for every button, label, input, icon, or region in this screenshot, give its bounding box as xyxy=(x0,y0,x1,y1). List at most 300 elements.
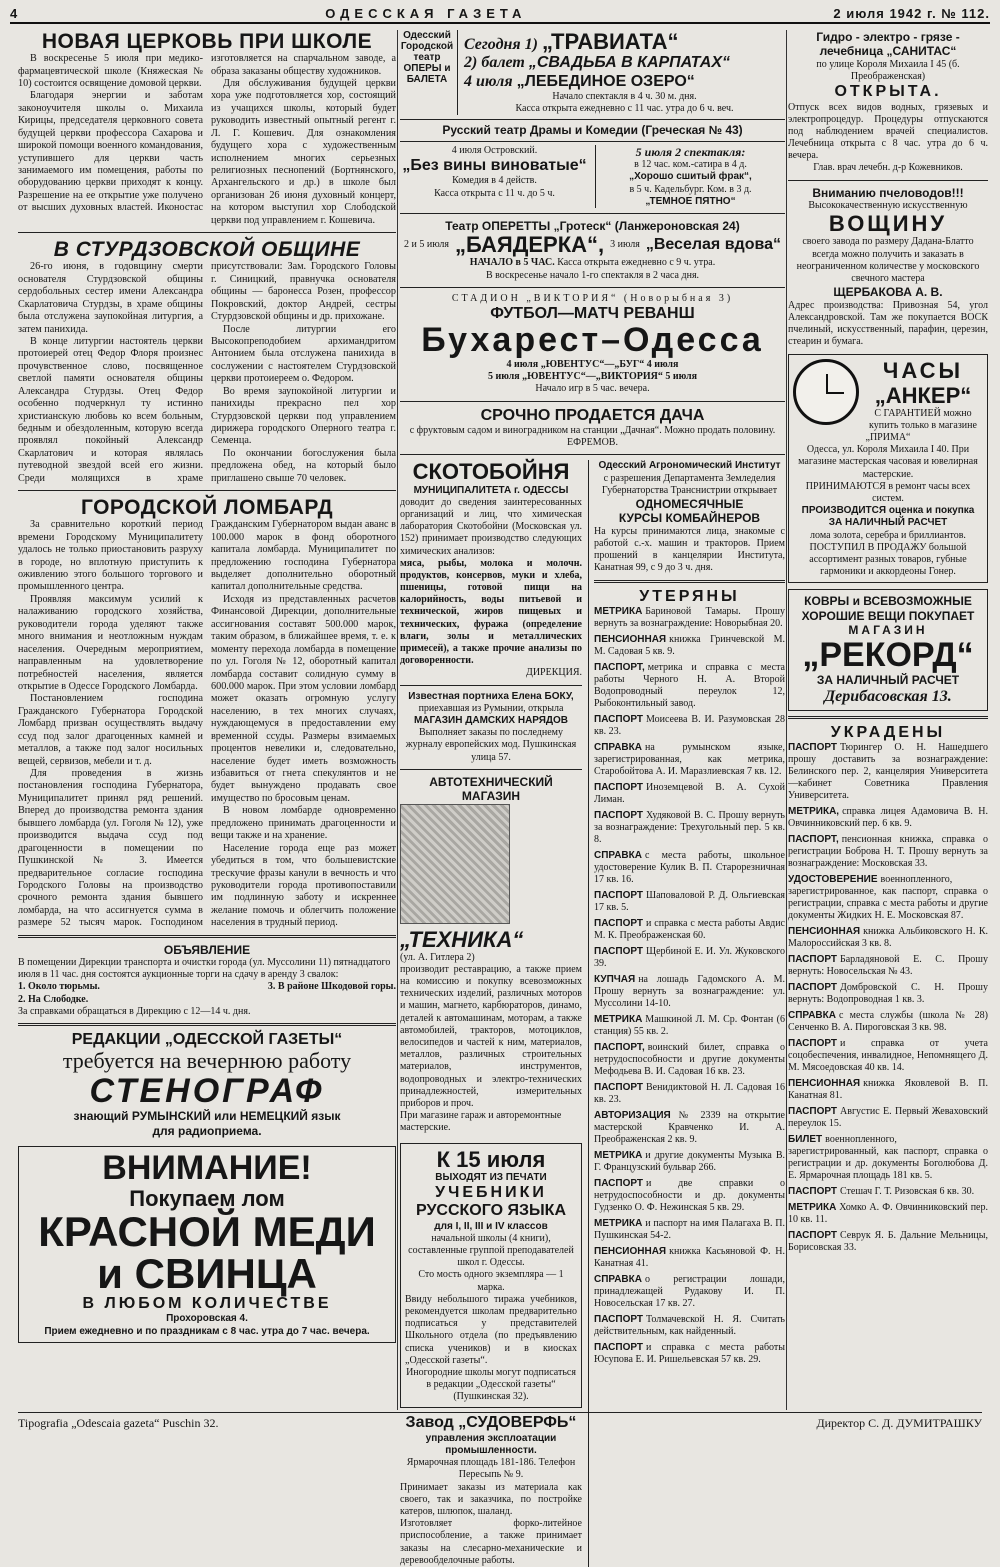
item-type: ПАСПОРТ xyxy=(594,713,643,725)
paragraph: Для проведения в жизнь постановления господина Губернатора, Муниципалитет принял ряд решений. Вперед до производства ремонта здания бывшего ломбарда (ул. Гоголя № 12), уже производится выдача ссуд под драгоценности в помещении по Пушкинской № 3. Имеется предварительное согласие господина Городского Головы на производство срочного ремонта здания бывшего ломбарда, на что ассигнуется сумма в размере 52 тысяч марок. Господином Гражданским Губернатором выдан аванс в 100.000 марок в фонд оборотного капитала ломбарда. Муниципалитет по предложению господина Губернатора выделяет дополнительно оборотный капитал дополнительные средства. xyxy=(18,519,396,929)
clock-icon xyxy=(793,359,859,425)
list-item xyxy=(594,974,785,1010)
ad-headline: РУССКОГО ЯЗЫКА xyxy=(416,1202,566,1220)
notice-text: В помещении Дирекции транспорта и очистки города (ул. Муссолини 11) пятнадцатого июля в 11 час. дня состоятся аукционные торги на сдачу в аренду 3 свалок: xyxy=(18,957,391,981)
list-item xyxy=(594,1042,785,1078)
divider xyxy=(18,1023,396,1026)
match-fixture: 4 июля „ЮВЕНТУС“—„БУГ“ 4 июля xyxy=(506,359,679,371)
column-middle xyxy=(400,29,785,1566)
list-item xyxy=(594,1342,785,1366)
ad-stenographer xyxy=(18,1031,396,1138)
ad-dacha xyxy=(400,407,785,450)
item-type: КУПЧАЯ xyxy=(594,973,636,985)
item-type: АВТОРИЗАЦИЯ xyxy=(594,1109,671,1121)
item-text: книжка Яковлевой В. П. Канатная 81. xyxy=(788,1078,988,1102)
paragraph: Во время заупокойной литургии и панихиды прекрасно пел хор Стурдзовской церкви под управлением дирижера городского Оперного театра г. Семенца. xyxy=(211,385,396,447)
ad-beekeepers xyxy=(788,186,988,349)
ad-sanitas xyxy=(788,30,988,175)
program-date: Сегодня 1) xyxy=(464,36,538,53)
list-item xyxy=(788,806,988,830)
paragraph: По окончании богослужения была предложена обед, на который было приглашено свыше 70 человек. xyxy=(211,447,396,484)
list-item xyxy=(594,1314,785,1338)
divider xyxy=(400,685,582,686)
list-item xyxy=(594,1178,785,1214)
ad-headline: УЧЕБНИКИ xyxy=(435,1183,547,1201)
list-item xyxy=(594,1246,785,1270)
paragraph: Население города еще раз может убедиться в том, что большевистские трескучие фразы канули в вечность и что руководители города противопоставили им подлинную заботу и искреннее желание помочь и облегчить положение населения в трудный период. xyxy=(211,842,396,929)
list-item xyxy=(594,714,785,738)
item-text: Машкиной Л. М. Ср. Фонтан (6 станция) 55 кв. 2. xyxy=(594,1013,785,1037)
paragraph: Для обслуживания будущей церкви хора уже подготовляется хор, состоящий из учащихся школы, который будет руководить известный опытный регент г. Л. Г. Кошевич. Для ознакомления будущего хора с художественным исполнением многих серьезных религиозных песнопений (Бортнянского, Архангельского и др.) в школе был организован 26 июня духовный концерт, на котором выступил хор Слободской церкви под управлением г. Кошевича. xyxy=(211,77,396,226)
program-date: 5 июля 2 спектакля: xyxy=(635,144,746,159)
list-item xyxy=(788,1134,988,1182)
item-text: Стешач Г. Т. Ризовская 6 кв. 30. xyxy=(840,1186,975,1198)
match-fixture: 5 июля „ЮВЕНТУС“—„ВИКТОРИЯ“ 5 июля xyxy=(487,371,698,383)
ad-address: (ул. А. Гитлера 2) xyxy=(400,951,475,963)
list-item xyxy=(788,1186,988,1198)
paragraph: Проявляя максимум усилий к налаживанию городского хозяйства, руководители города уделяют также много внимания и неотложным нуждам населения. Очередным мероприятием, направленным на удовлетворение потребностей населения, является открытие в Одессе Городского Ломбарда. xyxy=(18,593,203,692)
item-text: Иноземцевой В. А. Сухой Лиман. xyxy=(594,781,785,805)
theatre-title: Театр ОПЕРЕТТЫ „Гротеск“ (Ланжероновская 24) xyxy=(445,218,740,233)
ad-text: доводит до сведения заинтересованных организаций и лиц, что химическая лаборатория Скотобойни (Московская ул. 152) принимает производство следующих химических анализов: xyxy=(400,496,582,557)
ad-text: производит реставрацию, а также прием на комиссию и покупку всевозможных технических изделий, различных моторов и машин, магнето, карбюраторов, динамо, деталей к автомашинам, моторам, а также автомобилей, тракторов, мотоциклов, велосипедов и частей к ним, материалов, металлов, различных строительных материалов, инструментов, водопроводных и электро-технических принадлежностей, измерительных приборов и проч. xyxy=(400,963,582,1109)
ad-line: для радиоприема. xyxy=(152,1123,262,1138)
item-type: ПЕНСИОННАЯ xyxy=(788,1078,861,1090)
item-text: Августис Е. Первый Жеваховский переулок 15. xyxy=(788,1106,988,1130)
program-title: „ТЕМНОЕ ПЯТНО“ xyxy=(645,195,736,207)
item-text: и справка от учета соцобеспечения, инвалидное, Непомнящего Д. М. Мясоедовская 40 кв. 14. xyxy=(788,1038,988,1074)
item-text: Хомко А. Ф. Овчинниковский пер. 10 кв. 11. xyxy=(788,1202,988,1226)
notice-items xyxy=(18,981,396,993)
program-title: „ТРАВИАТА“ xyxy=(541,29,679,54)
ad-headline: „РЕКОРД“ xyxy=(802,635,974,674)
notice-item: 1. Около тюрьмы. xyxy=(18,981,100,993)
divider xyxy=(18,232,396,233)
ad-slaughterhouse xyxy=(400,460,582,679)
divider xyxy=(400,769,582,770)
item-text: о регистрации лошади, принадлежащей Рудакову И. П. Новосельская 17 кв. 27. xyxy=(594,1273,785,1309)
item-type: УДОСТОВЕРЕНИЕ xyxy=(788,874,878,886)
ad-hours: Прием ежедневно и по праздникам с 8 час. утра до 7 час. вечера. xyxy=(44,1325,370,1337)
list-item xyxy=(788,1078,988,1102)
item-type: ПАСПОРТ xyxy=(594,945,643,957)
divider xyxy=(18,935,396,938)
ad-line: КОВРЫ и ВСЕВОЗМОЖНЫЕ xyxy=(804,594,972,609)
list-item xyxy=(594,742,785,778)
item-type: ПАСПОРТ xyxy=(788,954,837,966)
item-type: ПАСПОРТ, xyxy=(788,834,839,846)
ad-line: МУНИЦИПАЛИТЕТА г. ОДЕССЫ xyxy=(413,484,569,496)
item-type: ПЕНСИОННАЯ xyxy=(788,926,861,938)
program-note: в 5 ч. Кадельбург. Ком. в 3 д. xyxy=(629,183,752,195)
item-type: СПРАВКА xyxy=(594,741,642,753)
page-number: 4 xyxy=(10,5,19,21)
item-type: СПРАВКА xyxy=(594,849,642,861)
ad-line: ЗА НАЛИЧНЫЙ РАСЧЕТ xyxy=(828,517,948,529)
match-teams: Бухарест–Одесса xyxy=(421,321,764,360)
ad-headline: СТЕНОГРАФ xyxy=(89,1071,325,1110)
ad-text: Отпуск всех видов водных, грязевых и электропроцедур. Процедуры отпускаются под наблюдением врачей специалистов. Лечебница открыта с 8 час. утра до 6 ч. вечера. xyxy=(788,101,988,162)
ad-text: ПОСТУПИЛ В ПРОДАЖУ большой ассортимент разных товаров, губные гармоники и аккордеоны Гонер. xyxy=(809,541,967,578)
ad-text: Ввиду небольшого тиража учебников, рекомендуется школам предварительно подписаться у представителей Школьного отдела (по предъявлению списка учеников) и в киосках „Одесской газеты“. xyxy=(405,1293,577,1366)
ad-line: АВТОТЕХНИЧЕСКИЙ МАГАЗИН xyxy=(429,774,553,804)
list-item xyxy=(788,1230,988,1254)
program-note: НАЧАЛО в 5 ЧАС. xyxy=(469,257,555,269)
stolen-documents xyxy=(788,724,988,1254)
article-sturdza xyxy=(18,238,396,485)
program-note: Касса открыта ежедневно с 11 час. утра до 6 ч. веч. xyxy=(515,103,734,115)
stadium-name: СТАДИОН „ВИКТОРИЯ“ (Новорыбная 3) xyxy=(451,292,734,304)
item-text: пенсионная книжка, справка о регистрации Боброва Н. Т. Прошу вернуть за вознаграждение: Московская 33. xyxy=(788,834,988,870)
theatre-label: Одесский Городской театр ОПЕРЫ и БАЛЕТА xyxy=(400,30,458,115)
article-lombard xyxy=(18,496,396,930)
item-text: метрика и справка с места работы Черного Н. А. Второй Водопроводный переулок 12, Рыбоконтильный завод. xyxy=(594,661,785,709)
ad-line: ЗА НАЛИЧНЫЙ РАСЧЕТ xyxy=(816,673,960,688)
director-name: Директор С. Д. ДУМИТРАШКУ xyxy=(816,1416,982,1430)
item-text: военнопленного, зарегистрированное, как паспорт, справка о регистрации, справка с места работы и другие документы Жидких Н. Е. Московская 87. xyxy=(788,874,988,922)
item-text: на румынском языке, зарегистрированная, как метрика, Старобойтова А. И. Маразлиевская 7 кв. 12. xyxy=(594,741,785,777)
paragraph: Постановлением господина Гражданского Губернатора Городской Ломбард призван осуществлять выдачу ссуд под залог драгоценных камней и металлов, а также под залог носильных вещей, сервизов, мебели и т. д. xyxy=(18,693,203,767)
ad-text: своего завода по размеру Дадана-Блатто всегда можно получить и заказать в неограниченном количестве у московского свечного мастера xyxy=(796,236,980,284)
ad-address: Прохоровская 4. xyxy=(166,1313,248,1325)
ad-line: Одесский Агрономический Институт xyxy=(598,460,781,472)
ad-line: МАГАЗИН xyxy=(848,623,928,638)
ad-shipyard xyxy=(400,1414,582,1566)
theatre-program xyxy=(458,30,785,115)
item-text: Барладяновой Е. С. Прошу вернуть: Новосельская № 43. xyxy=(788,954,988,978)
program-title: „Хорошо сшитый фрак“, xyxy=(629,171,752,183)
item-type: ПАСПОРТ xyxy=(594,1177,643,1189)
ad-headline: „АНКЕР“ xyxy=(874,382,972,408)
notice-auction xyxy=(18,943,396,1018)
ad-headline: СРОЧНО ПРОДАЕТСЯ ДАЧА xyxy=(480,406,705,424)
ad-text: Сто мость одного экземпляра — 1 марка. xyxy=(418,1269,564,1293)
item-text: Моисеева В. И. Разумовская 28 кв. 23. xyxy=(594,713,785,737)
ad-line: Покупаем лом xyxy=(129,1185,285,1211)
item-type: ПАСПОРТ, xyxy=(594,1041,645,1053)
notice-item: 3. В районе Шкодовой горы. xyxy=(267,981,396,993)
middle-split xyxy=(400,460,785,1567)
list-item xyxy=(788,874,988,922)
item-type: ПАСПОРТ xyxy=(788,1106,837,1118)
article-title: В СТУРДЗОВСКОЙ ОБЩИНЕ xyxy=(53,238,361,262)
ad-line: управления эксплоатации промышленности. xyxy=(425,1432,557,1457)
list-item xyxy=(594,782,785,806)
divider xyxy=(400,454,785,455)
middle-right-ads xyxy=(588,460,785,1567)
article-body xyxy=(18,261,396,485)
program-title: „Без вины виноватые“ xyxy=(402,156,587,174)
list-item xyxy=(594,1110,785,1146)
paragraph: Исходя из представленных расчетов Финансовой Дирекции, дополнительные ассигнования составят 500.000 марок, таким образом, в ближайшее время, т. е. к моменту перехода ломбарда в помещение по ул. Гоголя № 12, оборотный капитал ломбарда составит солидную сумму в 600.000 марок. При этом условии ломбард может оказать огромную услугу населению, в тех многих случаях, нуждающемуся в предоставлении ему временной ссуды. Размеры взимаемых процентов невелики и, следовательно, население будет иметь возможность избавиться от гнета спекулянтов и не будет вынуждено продавать свое имущество по бросовым ценам. xyxy=(211,593,396,804)
ad-text: с разрешения Департамента Земледелия Губернаторства Транснистрии открывает xyxy=(601,472,778,496)
item-text: Щербиной Е. И. Ул. Жуковского 39. xyxy=(594,945,785,969)
article-body xyxy=(18,519,396,929)
program-title: „БАЯДЕРКА“, xyxy=(455,232,605,258)
ad-line: для I, II, III и IV классов xyxy=(434,1220,548,1232)
list-item xyxy=(594,918,785,942)
item-text: и справка с места работы Юсупова Е. И. Ришельевская 57 кв. 29. xyxy=(594,1341,785,1365)
item-type: МЕТРИКА xyxy=(594,605,643,617)
ad-line: приехавшая из Румынии, открыла xyxy=(418,702,564,714)
ad-signature: Глав. врач лечебн. д-р Кожевников. xyxy=(813,162,963,174)
list-item xyxy=(788,742,988,802)
item-type: ПАСПОРТ xyxy=(594,1341,643,1353)
notice-contact: За справками обращаться в Дирекцию с 12—14 ч. дня. xyxy=(18,1005,251,1017)
ad-text: Одесса, ул. Короля Михаила I 40. При магазине мастерская часовая и ювелирная мастерские. xyxy=(798,444,978,480)
article-title: ГОРОДСКОЙ ЛОМБАРД xyxy=(80,496,334,520)
list-item xyxy=(594,1274,785,1310)
middle-left-ads xyxy=(400,460,582,1567)
ad-headline: ВОЩИНУ xyxy=(828,211,948,237)
article-body xyxy=(18,53,396,227)
paragraph: После литургии его Высокопреподобием архимандритом Антонием была отслужена панихида в сослужении с настоятелем Стурдзовской церкви протоиереем о. Федором. xyxy=(211,323,396,385)
ad-line: требуется на вечернюю работу xyxy=(62,1048,352,1074)
item-text: Севрук Я. Б. Дальние Мельницы, Борисовская 33. xyxy=(788,1230,988,1254)
item-type: МЕТРИКА xyxy=(594,1013,643,1025)
list-item xyxy=(788,982,988,1006)
list-item xyxy=(594,1082,785,1106)
ad-address: по улице Короля Михаила I 45 (б. Преображенская) xyxy=(816,58,960,82)
ad-text: На курсы принимаются лица, знакомые с работой с.-х. машин и тракторов. Прием прошений в канцелярии Института, Канатная 99, с 9 до 3 ч. дня. xyxy=(594,525,785,574)
ad-line: РЕДАКЦИИ „ОДЕССКОЙ ГАЗЕТЫ“ xyxy=(71,1031,343,1049)
ad-operetta xyxy=(400,219,785,282)
ad-tailor xyxy=(400,691,582,764)
ad-technika xyxy=(400,775,582,1135)
ad-headline: ОТКРЫТА. xyxy=(834,83,942,101)
lost-list xyxy=(594,606,785,1366)
article-church xyxy=(18,30,396,227)
item-type: МЕТРИКА xyxy=(594,1149,643,1161)
list-item xyxy=(594,890,785,914)
ad-line: знающий РУМЫНСКИЙ или НЕМЕЦКИЙ язык xyxy=(73,1109,341,1124)
ad-text: При магазине гараж и авторемонтные мастерские. xyxy=(400,1110,562,1134)
ad-text: с фруктовым садом и виноградником на станции „Дачная“. Можно продать половину. ЕФРЕМОВ. xyxy=(409,425,776,449)
item-type: БИЛЕТ xyxy=(788,1134,823,1146)
ad-anker-watches xyxy=(788,354,988,583)
item-type: ПАСПОРТ xyxy=(594,809,643,821)
tractor-icon xyxy=(400,804,510,924)
ad-headline: ОДНОМЕСЯЧНЫЕ xyxy=(635,496,744,511)
ad-agro-institute xyxy=(594,460,785,574)
program-date: 3 июля xyxy=(610,239,640,251)
ad-record-shop xyxy=(788,589,988,711)
stolen-list xyxy=(788,742,988,1254)
divider xyxy=(594,580,785,583)
item-text: и паспорт на имя Палагаха В. П. Пушкинская 54-2. xyxy=(594,1217,785,1241)
item-text: воинский билет, справка о нетрудоспособности и другие документы Мефодьева В. И. Садовая 16 кв. 23. xyxy=(594,1041,785,1077)
item-text: на лошадь Гадомского А. М. Прошу вернуть за вознаграждение: ул. Муссолини 14-10. xyxy=(594,973,785,1009)
item-text: книжка Гринчевской М. М. Садовая 5 кв. 9. xyxy=(594,633,785,657)
ad-address: Дерибасовская 13. xyxy=(824,687,952,705)
item-type: ПАСПОРТ xyxy=(788,1230,837,1242)
item-type: МЕТРИКА xyxy=(788,1202,837,1214)
paragraph: 26-го июня, в годовщину смерти основателя Стурдзовской общины сердобольных сестер имени Александра Скарлатовича Стурдзы, в храме общины была отслужена заупокойная литургия, а затем панихида. xyxy=(18,261,203,335)
ad-headline: Гидро - электро - грязе - лечебница „САНИТАС“ xyxy=(816,30,960,59)
notice-item: 2. На Слободке. xyxy=(18,993,89,1005)
ad-text: Иногородние школы могут подписаться в редакции „Одесской газеты“ (Пушкинская 32). xyxy=(406,1366,576,1403)
item-text: военнопленного, зарегистрированный, как паспорт, справка о регистрации и др. документы Боголюбова Д. Е. Ярмарочная площадь 181 кв. 5. xyxy=(788,1134,988,1182)
program-date: 4 июля xyxy=(464,72,513,90)
notice-title: ОБЪЯВЛЕНИЕ xyxy=(163,942,251,957)
ad-text: лома золота, серебра и бриллиантов. xyxy=(810,529,966,541)
program-date: 2) балет xyxy=(464,54,525,72)
item-type: ПЕНСИОННАЯ xyxy=(594,633,667,645)
column-left xyxy=(18,30,396,1408)
item-text: Толмачевской Н. Я. Считать действительным, как найденный. xyxy=(594,1313,785,1337)
ad-headline: ВНИМАНИЕ! xyxy=(102,1149,312,1188)
program-title: „Веселая вдова“ xyxy=(645,236,781,254)
ad-line: ВЫХОДЯТ ИЗ ПЕЧАТИ xyxy=(435,1171,547,1183)
item-type: СПРАВКА xyxy=(594,1273,642,1285)
list-item xyxy=(594,1014,785,1038)
divider xyxy=(18,490,396,491)
divider xyxy=(400,213,785,214)
program-note: Начало спектакля в 4 ч. 30 м. дня. xyxy=(552,90,697,102)
page-footer xyxy=(18,1412,982,1431)
program-title: „ЛЕБЕДИНОЕ ОЗЕРО“ xyxy=(516,72,695,90)
ad-headline: К 15 июля xyxy=(436,1146,546,1172)
ad-headline: КУРСЫ КОМБАЙНЕРОВ xyxy=(618,511,761,526)
ad-textbooks xyxy=(400,1143,582,1409)
list-item xyxy=(594,634,785,658)
ad-headline: Вниманию пчеловодов!!! xyxy=(812,185,964,200)
program-note: в 12 час. ком.-сатира в 4 д. xyxy=(634,159,747,171)
ad-signature: ДИРЕКЦИЯ. xyxy=(526,667,582,679)
item-type: МЕТРИКА xyxy=(594,1217,643,1229)
ad-text: С ГАРАНТИЕЙ можно купить только в магазине „ПРИМА“ xyxy=(865,407,977,444)
theatre-title: Русский театр Драмы и Комедии (Греческая № 43) xyxy=(400,120,785,141)
match-title: ФУТБОЛ—МАТЧ РЕВАНШ xyxy=(490,305,695,323)
ad-text: Адрес производства: Привозная 54, угол Александровской. Там же покупается ВОСК пчелиный, искусственный, парафин, церезин, стеарин и бумага. xyxy=(788,299,988,348)
paragraph: В конце литургии настоятель церкви протоиерей отец Федор Флоря произнес прочувственное слово, посвященное светлой памяти основателя общины Александра Стурдзы. Отец Федор особенно подчеркнул ту истинно христианскую любовь ко всем больным, бедным и обездоленным, которую всегда проявлял покойный Александр Скарлатович и которая являлась путеводной звездой всей его жизни. Среди молящихся в храме присутствовали: Зам. Городского Головы г. Синицкий, правнучка основателя общины — баронесса Розен, профессор Покровский, доктор Андрей, сестры Стурдзовской общины и др. прихожане. xyxy=(18,261,396,484)
ad-football xyxy=(400,293,785,396)
list-item xyxy=(594,1218,785,1242)
item-type: ПАСПОРТ xyxy=(594,1081,643,1093)
paragraph: Благодаря энергии и заботам законоучителя школы о. Михаила Кирицы, председателя церковного совета будущей церкви профессора Сахарова и широкой помощи военного командования, уступившего для церкви часть занимаемого им помещения, работы по оборудованию церкви приходят к концу. Разрешение на ее открытие уже получено от высших духовных властей. Иконостас изготовляется на спарчальном заводе, а образа заказаны обществу художников. xyxy=(18,53,396,214)
ad-line: Высококачественную искусственную xyxy=(808,200,968,212)
ad-headline: МАГАЗИН ДАМСКИХ НАРЯДОВ xyxy=(413,714,569,726)
list-item xyxy=(594,1150,785,1174)
ad-address: Ярмарочная площадь 181-186. Телефон Пересыпь № 9. xyxy=(406,1457,576,1481)
item-text: с места службы (школа № 28) Сенченко В. А. Пироговская 3 кв. 98. xyxy=(788,1010,988,1034)
list-item xyxy=(594,810,785,846)
ad-copper xyxy=(18,1146,396,1343)
divider xyxy=(400,287,785,288)
program-note: В воскресенье начало 1-го спектакля в 2 часа дня. xyxy=(485,269,700,281)
item-type: ПАСПОРТ xyxy=(788,742,837,754)
item-type: ПАСПОРТ xyxy=(788,1186,837,1198)
column-right xyxy=(788,30,988,1408)
ad-drama-theatre xyxy=(400,120,785,208)
item-type: ПАСПОРТ xyxy=(594,889,643,901)
list-item xyxy=(788,1106,988,1130)
issue-date: 2 июля 1942 г. № 112. xyxy=(833,5,990,21)
item-type: ПАСПОРТ xyxy=(788,982,837,994)
item-type: ПАСПОРТ, xyxy=(594,661,645,673)
program-date: 4 июля Островский. xyxy=(451,144,538,156)
list-item xyxy=(788,834,988,870)
program-date: 2 и 5 июля xyxy=(404,239,450,251)
list-item xyxy=(788,1038,988,1074)
newspaper-title: ОДЕССКАЯ ГАЗЕТА xyxy=(325,5,527,21)
printer-info: Tipografia „Odescaia gazeta“ Puschin 32. xyxy=(18,1416,219,1430)
ad-line: Известная портниха Елена БОКУ, xyxy=(408,690,574,702)
lost-documents xyxy=(594,588,785,1366)
item-text: и справка с места работы Авдис М. К. Преображенская 60. xyxy=(594,917,785,941)
item-text: книжка Альбиковского Н. К. Малороссийская 3 кв. 8. xyxy=(788,926,988,950)
program-note: Касса открыта ежедневно с 9 ч. утра. xyxy=(557,257,716,269)
ad-text: Выполняет заказы по последнему журналу европейских мод. Пушкинская улица 57. xyxy=(405,727,577,763)
list-item xyxy=(594,606,785,630)
list-item xyxy=(788,1010,988,1034)
masthead xyxy=(10,4,990,24)
list-item xyxy=(594,946,785,970)
article-title: НОВАЯ ЦЕРКОВЬ ПРИ ШКОЛЕ xyxy=(41,30,373,53)
item-text: Венидиктовой Н. Л. Садовая 16 кв. 23. xyxy=(594,1081,785,1105)
paragraph: В воскресенье 5 июля при медико-фармацевтической школе (Княжеская № 10) состоится освящение домовой церкви. xyxy=(18,53,203,89)
item-type: ПЕНСИОННАЯ xyxy=(594,1245,667,1257)
item-text: Худяковой В. С. Прошу вернуть за вознаграждение: Трехугольный пер. 5 кв. 8. xyxy=(594,809,785,845)
item-text: с места работы, школьное удостоверение Кулик В. П. Старорезничная 17 кв. 16. xyxy=(594,849,785,885)
program-title: „СВАДЬБА В КАРПАТАХ“ xyxy=(528,54,731,72)
ad-headline: ЧАСЫ xyxy=(882,358,964,384)
ad-headline: КРАСНОЙ МЕДИ xyxy=(38,1207,376,1255)
item-text: Тюрингер О. Н. Нашедшего прошу доставить за вознаграждение: Белинского пер. 2, канцелярия Университета—кабинет Советника Правления Университета. xyxy=(788,742,988,802)
program-note: Комедия в 4 действ. xyxy=(452,175,537,187)
item-type: СПРАВКА xyxy=(788,1010,836,1022)
item-text: Шаповаловой Р. Д. Ольгиевская 17 кв. 5. xyxy=(594,889,785,913)
item-type: ПАСПОРТ xyxy=(594,781,643,793)
divider xyxy=(788,716,988,719)
item-text: Домбровской С. Н. Прошу вернуть: Водопроводная 1 кв. 3. xyxy=(788,982,988,1006)
section-title: УКРАДЕНЫ xyxy=(830,723,946,741)
paragraph: В новом ломбарде одновременно предложено принимать драгоценности и вещи также и на хранение. xyxy=(211,805,396,842)
section-title: УТЕРЯНЫ xyxy=(639,587,740,605)
ad-headline: ЩЕРБАКОВА А. В. xyxy=(833,285,943,300)
ad-text: начальной школы (4 книги), составленные группой преподавателей школ г. Одессы. xyxy=(408,1232,574,1269)
item-type: ПАСПОРТ xyxy=(594,1313,643,1325)
list-item xyxy=(788,1202,988,1226)
paragraph: За сравнительно короткий период времени Городскому Муниципалитету удалось не только приостановить разруху в городе, но вплотную приступить к оживлению этого большого торгового и промышленного центра. xyxy=(18,519,203,593)
ad-line: ХОРОШИЕ ВЕЩИ ПОКУПАЕТ xyxy=(801,608,975,623)
ad-headline: Завод „СУДОВЕРФЬ“ xyxy=(405,1414,577,1432)
column-divider xyxy=(786,30,787,1410)
item-text: Бариновой Тамары. Прошу вернуть за вознаграждение: Новорыбная 20. xyxy=(594,605,785,629)
ad-line: ПРОИЗВОДИТСЯ оценка и покупка xyxy=(801,505,975,517)
list-item xyxy=(594,662,785,710)
item-text: и другие документы Музыка В. Г. Французский бульвар 266. xyxy=(594,1149,785,1173)
ad-text: Принимает заказы из материала как своего, так и заказчика, по постройке катеров, шлюпок, шаланд. xyxy=(400,1481,582,1517)
item-type: ПАСПОРТ xyxy=(788,1038,837,1050)
item-text: книжка Касьяновой Ф. Н. Канатная 41. xyxy=(594,1245,785,1269)
list-item xyxy=(788,926,988,950)
ad-text: мяса, рыбы, молока и молочн. продуктов, консервов, муки и хлеба, пшеницы, готовой пищи на калорийность, воды питьевой и технической, жиров пищевых и технических, фуража (определение влаги, золы и металлических примесей), а также прочие анализы по договоренности. xyxy=(400,557,582,667)
program-note: Касса открыта с 11 ч. до 5 ч. xyxy=(434,187,555,199)
ad-line: В ЛЮБОМ КОЛИЧЕСТВЕ xyxy=(82,1294,332,1312)
item-type: ПАСПОРТ xyxy=(594,917,643,929)
list-item xyxy=(594,850,785,886)
list-item xyxy=(788,954,988,978)
divider xyxy=(400,401,785,402)
ad-text: Изготовляет форко-литейное приспособление, а также принимает заказы на слесарно-механические и деревообделочные работы. xyxy=(400,1518,582,1566)
ad-headline: и СВИНЦА xyxy=(97,1249,317,1297)
item-text: справка лицея Адамовича В. Н. Овчинниковский пер. 6 кв. 9. xyxy=(788,806,988,830)
item-text: № 2339 на открытие мастерской Кравченко И. А. Преображенская 2 кв. 9. xyxy=(594,1109,785,1145)
drama-programs xyxy=(400,142,785,208)
item-type: МЕТРИКА, xyxy=(788,806,840,818)
ad-text: ПРИНИМАЮТСЯ в ремонт часы всех систем. xyxy=(805,480,971,505)
